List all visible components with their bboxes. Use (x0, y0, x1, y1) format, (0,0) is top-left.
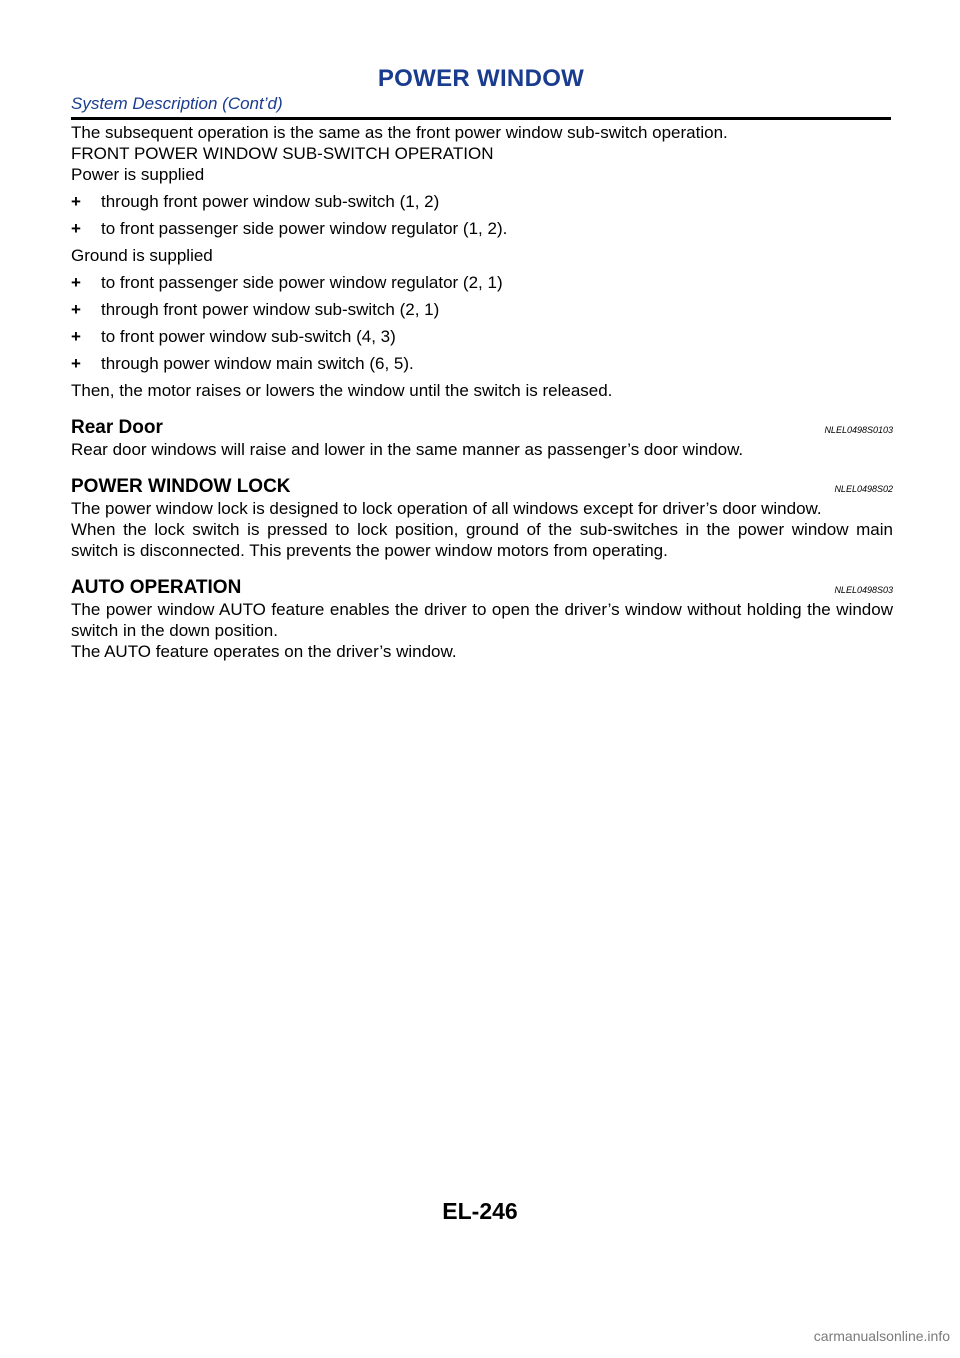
page-title: POWER WINDOW (377, 65, 585, 92)
list-item-text: to front passenger side power window regulator (2, 1) (101, 273, 503, 292)
list-item (71, 353, 893, 374)
list-item-text: to front passenger side power window regulator (1, 2). (101, 219, 508, 238)
list-item (71, 218, 893, 239)
list-item (71, 299, 893, 320)
auto-operation-text-1: The power window AUTO feature enables the driver to open the driver’s window without holding the window switch in the down position. (71, 600, 893, 640)
page-number: EL-246 (442, 1198, 518, 1224)
header-divider (71, 117, 891, 120)
bullet-icon: + (71, 192, 81, 211)
section-title: POWER WINDOW LOCK (71, 476, 291, 497)
reference-code: NLEL0498S03 (834, 585, 893, 595)
section-heading-window-lock (71, 476, 893, 498)
list-item-text: through front power window sub-switch (1, 2) (101, 192, 440, 211)
window-lock-text-2: When the lock switch is pressed to lock position, ground of the sub-switches in the power window main switch is disconnected. This prevents the power window motors from operating. (71, 520, 893, 560)
document-body (71, 122, 893, 662)
section-heading-auto-operation (71, 577, 893, 599)
window-lock-text-1: The power window lock is designed to lock operation of all windows except for driver’s door window. (71, 499, 822, 518)
list-item-text: through front power window sub-switch (2, 1) (101, 300, 440, 319)
list-item-text: through power window main switch (6, 5). (101, 354, 414, 373)
bullet-icon: + (71, 327, 81, 346)
bullet-icon: + (71, 219, 81, 238)
list-item (71, 272, 893, 293)
list-item (71, 191, 893, 212)
section-title: Rear Door (71, 417, 163, 438)
auto-operation-text-2: The AUTO feature operates on the driver’s window. (71, 642, 457, 661)
reference-code: NLEL0498S0103 (824, 425, 893, 435)
list-item (71, 326, 893, 347)
intro-line-1: The subsequent operation is the same as the front power window sub-switch operation. (71, 123, 728, 142)
ground-label: Ground is supplied (71, 246, 213, 265)
page-subtitle: System Description (Cont’d) (71, 94, 283, 113)
watermark: carmanualsonline.info (813, 1328, 950, 1344)
rear-door-text: Rear door windows will raise and lower in the same manner as passenger’s door window. (71, 440, 744, 459)
reference-code: NLEL0498S02 (834, 484, 893, 494)
intro-line-2: FRONT POWER WINDOW SUB-SWITCH OPERATION (71, 144, 494, 163)
intro-line-3: Power is supplied (71, 165, 205, 184)
page-header (71, 64, 891, 115)
closing-text: Then, the motor raises or lowers the window until the switch is released. (71, 381, 613, 400)
section-title: AUTO OPERATION (71, 577, 242, 598)
section-heading-rear-door (71, 417, 893, 439)
list-item-text: to front power window sub-switch (4, 3) (101, 327, 396, 346)
bullet-icon: + (71, 300, 81, 319)
bullet-icon: + (71, 354, 81, 373)
bullet-icon: + (71, 273, 81, 292)
